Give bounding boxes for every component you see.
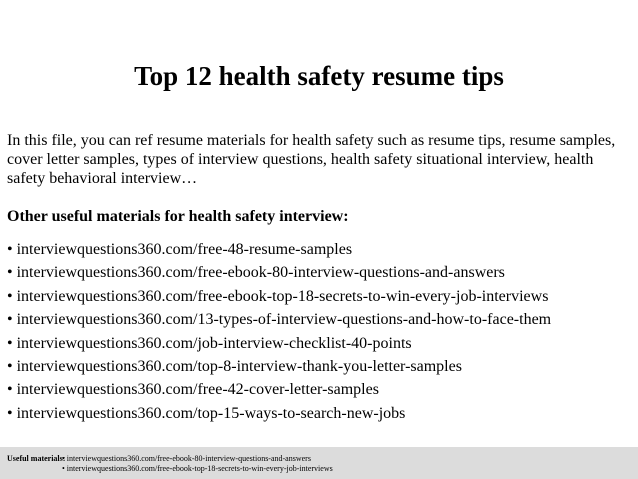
- materials-heading: Other useful materials for health safety interview:: [7, 208, 349, 225]
- footer-bar: [0, 447, 638, 479]
- intro-paragraph: In this file, you can ref resume materials for health safety such as resume tips, resume samples, cover letter samples, types of interview questions, health safety situational interview, health safety behavioral interview…: [7, 132, 616, 187]
- footer-label: Useful materials:: [7, 454, 66, 463]
- materials-link-resume-samples[interactable]: • interviewquestions360.com/free-48-resume-samples: [7, 241, 353, 258]
- footer-link-interview-questions[interactable]: • interviewquestions360.com/free-ebook-80-interview-questions-and-answers: [62, 454, 311, 463]
- materials-list: [7, 240, 632, 427]
- materials-link-job-search[interactable]: • interviewquestions360.com/top-15-ways-to-search-new-jobs: [7, 404, 406, 422]
- footer-links: [62, 454, 333, 474]
- materials-link-interview-questions[interactable]: • interviewquestions360.com/free-ebook-80-interview-questions-and-answers: [7, 264, 505, 282]
- materials-link-thank-you-letters[interactable]: • interviewquestions360.com/top-8-interview-thank-you-letter-samples: [7, 357, 462, 375]
- page-title: Top 12 health safety resume tips: [134, 61, 504, 91]
- materials-link-secrets-ebook[interactable]: • interviewquestions360.com/free-ebook-top-18-secrets-to-win-every-job-interviews: [7, 287, 549, 305]
- materials-link-cover-letters[interactable]: • interviewquestions360.com/free-42-cover-letter-samples: [7, 381, 379, 399]
- footer-link-secrets-ebook[interactable]: • interviewquestions360.com/free-ebook-top-18-secrets-to-win-every-job-interviews: [62, 464, 333, 473]
- materials-link-interview-checklist[interactable]: • interviewquestions360.com/job-interview-checklist-40-points: [7, 334, 412, 352]
- materials-link-question-types[interactable]: • interviewquestions360.com/13-types-of-interview-questions-and-how-to-face-them: [7, 311, 552, 329]
